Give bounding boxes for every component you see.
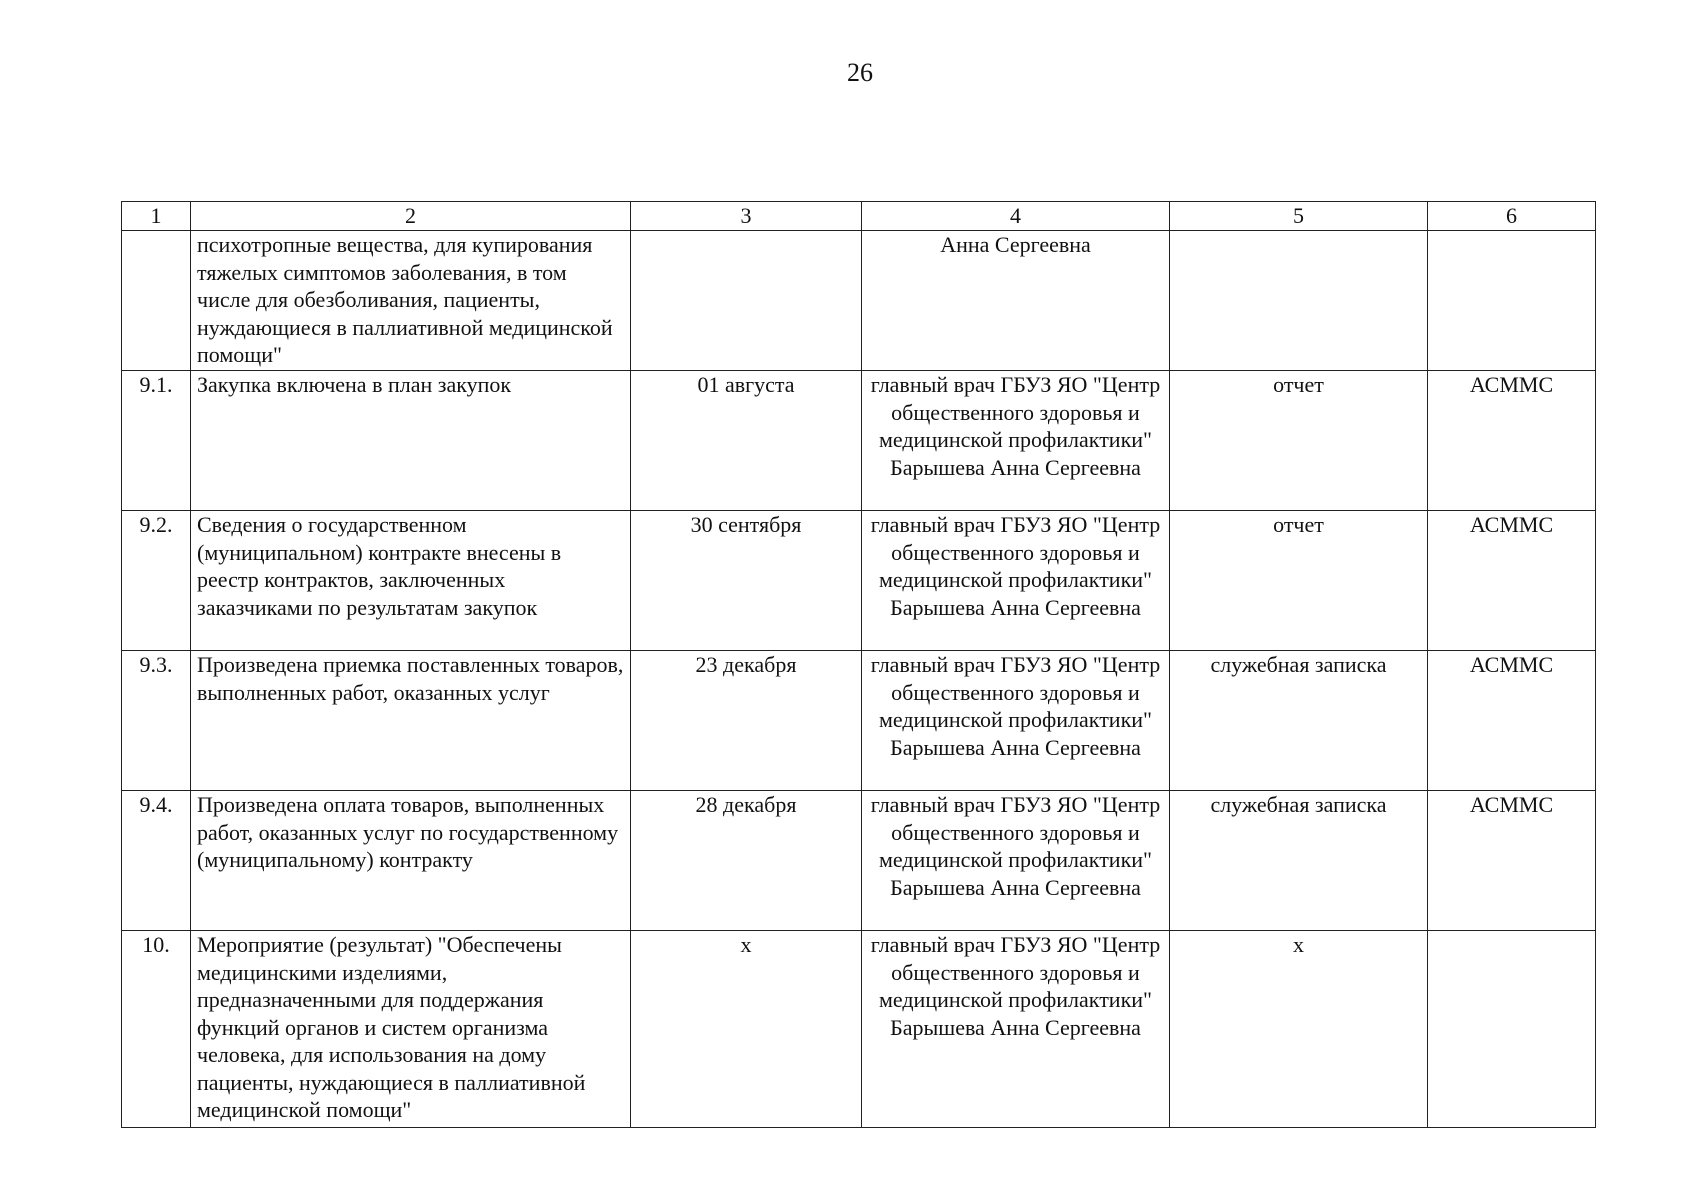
row-number: 9.1.	[122, 371, 191, 511]
row-number: 10.	[122, 931, 191, 1128]
row-description: психотропные вещества, для купирования тяжелых симптомов заболевания, в том числе для обезболивания, пациенты, нуждающиеся в паллиативной медицинской помощи"	[191, 231, 631, 371]
table-row	[122, 231, 1596, 371]
row-number	[122, 231, 191, 371]
row-date: 30 сентября	[631, 511, 862, 651]
row-responsible: Анна Сергеевна	[862, 231, 1170, 371]
table-row	[122, 511, 1596, 651]
column-header-4: 4	[862, 202, 1170, 231]
row-document: отчет	[1170, 371, 1428, 511]
plan-table	[121, 201, 1596, 1128]
row-system: АСММС	[1428, 651, 1596, 791]
row-system	[1428, 231, 1596, 371]
row-responsible: главный врач ГБУЗ ЯО "Центр общественного здоровья и медицинской профилактики" Барышева Анна Сергеевна	[862, 371, 1170, 511]
row-date: 23 декабря	[631, 651, 862, 791]
row-document: служебная записка	[1170, 791, 1428, 931]
table-header-row	[122, 202, 1596, 231]
row-system: АСММС	[1428, 371, 1596, 511]
row-number: 9.4.	[122, 791, 191, 931]
row-number: 9.2.	[122, 511, 191, 651]
row-document: отчет	[1170, 511, 1428, 651]
row-document	[1170, 231, 1428, 371]
column-header-2: 2	[191, 202, 631, 231]
row-description: Сведения о государственном (муниципальном) контракте внесены в реестр контрактов, заключенных заказчиками по результатам закупок	[191, 511, 631, 651]
table-row	[122, 931, 1596, 1128]
column-header-6: 6	[1428, 202, 1596, 231]
row-document: служебная записка	[1170, 651, 1428, 791]
column-header-5: 5	[1170, 202, 1428, 231]
column-header-3: 3	[631, 202, 862, 231]
row-date: 28 декабря	[631, 791, 862, 931]
row-description: Мероприятие (результат) "Обеспечены медицинскими изделиями, предназначенными для поддержания функций органов и систем организма человека, для использования на дому пациенты, нуждающиеся в паллиативной медицинской помощи"	[191, 931, 631, 1128]
table-row	[122, 371, 1596, 511]
column-header-1: 1	[122, 202, 191, 231]
row-responsible: главный врач ГБУЗ ЯО "Центр общественного здоровья и медицинской профилактики" Барышева Анна Сергеевна	[862, 931, 1170, 1128]
row-system: АСММС	[1428, 791, 1596, 931]
row-system: АСММС	[1428, 511, 1596, 651]
row-responsible: главный врач ГБУЗ ЯО "Центр общественного здоровья и медицинской профилактики" Барышева Анна Сергеевна	[862, 511, 1170, 651]
page-number: 26	[847, 58, 873, 87]
row-date	[631, 231, 862, 371]
row-responsible: главный врач ГБУЗ ЯО "Центр общественного здоровья и медицинской профилактики" Барышева Анна Сергеевна	[862, 791, 1170, 931]
row-description: Произведена оплата товаров, выполненных работ, оказанных услуг по государственному (муниципальному) контракту	[191, 791, 631, 931]
row-number: 9.3.	[122, 651, 191, 791]
row-description: Произведена приемка поставленных товаров, выполненных работ, оказанных услуг	[191, 651, 631, 791]
row-description: Закупка включена в план закупок	[191, 371, 631, 511]
row-date: х	[631, 931, 862, 1128]
table-row	[122, 651, 1596, 791]
row-document: х	[1170, 931, 1428, 1128]
row-responsible: главный врач ГБУЗ ЯО "Центр общественного здоровья и медицинской профилактики" Барышева Анна Сергеевна	[862, 651, 1170, 791]
row-date: 01 августа	[631, 371, 862, 511]
table-row	[122, 791, 1596, 931]
row-system	[1428, 931, 1596, 1128]
